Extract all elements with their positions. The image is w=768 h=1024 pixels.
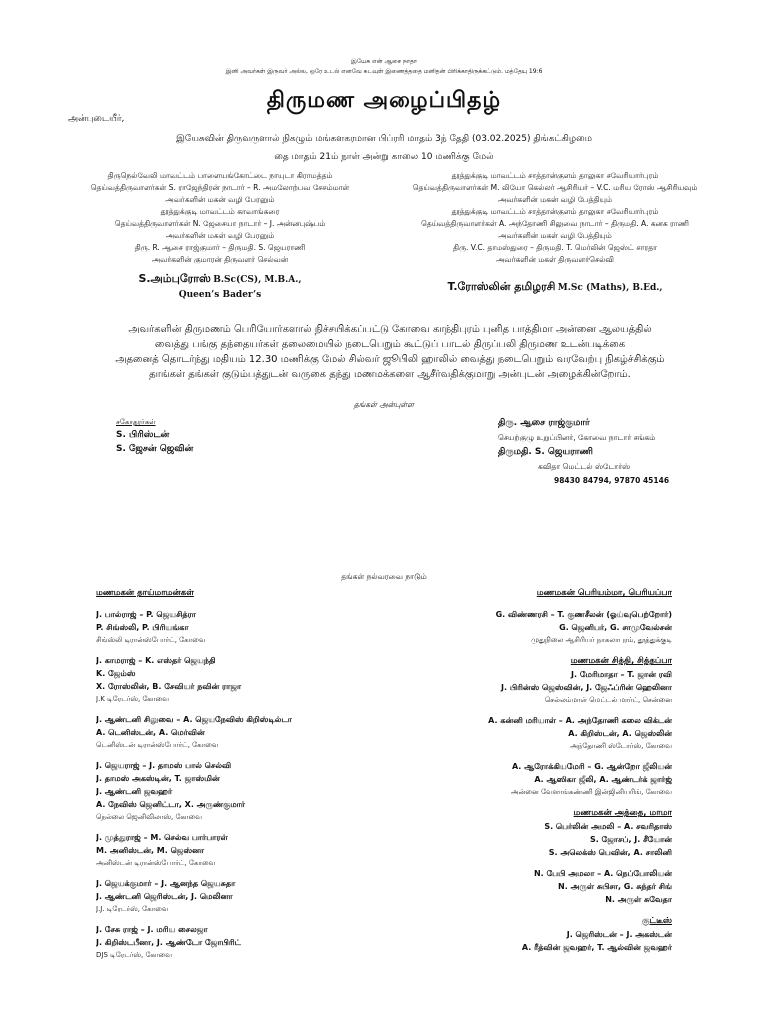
bride-line: அவர்களின் மகன் வழி பேத்தியும் <box>497 195 612 204</box>
host-phone: 98430 84794, 97870 45146 <box>554 476 670 485</box>
section-heading: குட்டீஸ் <box>641 916 672 926</box>
section-heading: மணமகன் அத்தை, மாமா <box>573 808 672 818</box>
family-block <box>390 928 672 954</box>
bride-name: T.ரோஸ்லின் தமிழரசி <box>447 280 556 293</box>
family-names: J. ஜெரிஸ்டன் – J. அகஸ்டன் <box>566 930 672 939</box>
family-place: அனிஸ்டன் டிரான்ஸ்போர்ட், கோவை <box>96 859 216 867</box>
groom-name-row <box>60 270 380 288</box>
family-names: J. ஆண்டனி ஜெரிஸ்டன், J. மெலினா <box>96 892 233 901</box>
family-names: G. விண்ணரசி – T. குணசீலன் (ஓய்வுபெற்றோர்) <box>495 610 672 619</box>
family-block <box>96 654 396 705</box>
left-wellwishers <box>96 586 396 969</box>
family-names: N. பேபி அமலா – A. நெப்போலியன் <box>533 869 672 878</box>
blessing-verse: இனி அவர்கள் இருவர் அல்ல, ஒரே உடல் எனவே கடவுள் இணைத்ததை மனிதன் பிரிக்காதிருக்கட்டும். மத்தேயு 19:6 <box>225 68 543 75</box>
family-block <box>390 714 672 752</box>
bride-line: திரு. V.C. தாமஸ்துரை – திருமதி. T. மெர்லின் ஜெஸ்ட் சாரதா <box>452 243 658 252</box>
family-names: A. கன்னி மரியாள் – A. அந்தோணி கலை விக்டன் <box>488 716 672 725</box>
sibling-name: S. ஜேசன் ஜெவின் <box>116 444 194 454</box>
paragraph-line: அதனைத் தொடர்ந்து மதியம் 12.30 மணிக்கு மேல் சில்வர் ஜூபிலி ஹாலில் வைத்து நடைபெறும் வரவேற்பு நிகழ்ச்சிக்கும் <box>115 354 665 365</box>
bride-family <box>390 170 720 296</box>
family-names: S. பெர்லின் அமலி – A. சவரிதாஸ் <box>544 822 672 831</box>
family-names: K. ஜேம்ஸ் <box>96 669 136 678</box>
paragraph-line: அவர்களின் திருமணம் பெரியோர்களால் நிச்சயிக்கப்பட்டு கோவை காந்திபுரம் புனித பாத்திமா அன்னை ஆலயத்தில் <box>128 324 652 335</box>
bride-line: தெய்வத்திருவாளர்கள் M. லியோ கெல்லர் ஆசிரியர் – V.C. மரிய ரோஸ் ஆசிரியவும் <box>412 183 698 192</box>
family-names: A. கிறிஸ்டன், A. ஜெஸ்லின் <box>568 729 672 738</box>
sign-heading: தங்கள் அன்புள்ள <box>353 400 415 409</box>
host-name-mother: திருமதி. S. ஜெயராணி <box>498 447 593 457</box>
family-names: N. அருள் சுவேதா <box>605 895 672 904</box>
family-names: A. நேவிஸ் ஜெனிட்டா, X. அருண்குமார் <box>96 800 245 809</box>
family-block <box>390 820 672 859</box>
host-role: செயற்குழு உறுப்பினர், கோவை நாடார் சங்கம் <box>498 433 656 442</box>
family-names: J. பிரின்ஸ் ஜெஸ்வின், J. ஜேஃப்ரின் ஹெலினா <box>501 683 672 692</box>
family-names: G. ஜெனிபர், G. சாமுவேல்சன் <box>559 623 672 632</box>
family-place: சிங்ஸ்லி டிரான்ஸ்போர்ட், கோவை <box>96 636 206 644</box>
invitation-paragraph <box>40 322 740 382</box>
bride-line: தூத்துக்குடி மாவட்டம் சாத்தான்குளம் தாலுகா சவேரியார்புரம் <box>451 171 659 180</box>
invite-time-line: தை மாதம் 21ம் நாள் அன்று காலை 10 மணிக்கு மேல் <box>274 152 494 162</box>
family-block <box>96 608 396 646</box>
section-heading: மணமகன் தாய்மாமன்கள் <box>96 588 194 598</box>
family-names: J. காமராஜ் – K. எஸ்தர் ஜெயந்தி <box>96 656 216 665</box>
family-names: J. ஜெயராஜ் – J. தாமஸ் பால் செல்வி <box>96 761 232 770</box>
groom-line: தூத்துக்குடி மாவட்டம் காவாங்கரை <box>160 207 280 216</box>
family-place: அந்தோணி ஸ்டோர்ஸ், கோவை <box>570 742 672 750</box>
section-heading: மணமகன் பெரியம்மா, பெரியப்பா <box>536 588 672 598</box>
host-name-father: திரு. ஆசை ராஜ்குமார் <box>498 418 590 428</box>
family-names: J. ஆண்டனி சிலுவை – A. ஜெயநேவிஸ் கிறிஸ்டில்டா <box>96 715 292 724</box>
section-heading: மணமகன் சித்தி, சித்தப்பா <box>570 656 672 666</box>
family-place: முதுநிலை ஆசிரியர் நாகலாபுரம், தூத்துக்குடி <box>531 636 672 644</box>
family-names: J. தாமஸ் அகஸ்டின், T. ஜாஸ்மின் <box>96 774 220 783</box>
page-title: திருமண அழைப்பிதழ் <box>266 88 502 113</box>
family-place: J.K டிரேடர்ஸ், கோவை <box>96 695 169 703</box>
groom-name: S.அம்புரோஸ் <box>138 272 211 285</box>
family-names: N. அருள் சுபிசா, G. சுந்தர் சிங் <box>558 882 672 891</box>
bride-line: அவர்களின் மகள் வழி பேத்தியும் <box>498 231 612 240</box>
bride-line: தூத்துக்குடி மாவட்டம் சாத்தான்குளம் தாலுகா சவேரியார்புரம் <box>451 207 659 216</box>
wellwishers-heading: தங்கள் நல்வரவை நாடும் <box>341 572 427 581</box>
family-place: அன்னை வேளாங்கண்ணி இன்ஜினியரிங், கோவை <box>510 788 672 796</box>
paragraph-line: தாங்கள் தங்கள் குடும்பத்துடன் வருகை தந்து மணமக்களை ஆசீர்வதிக்குமாறு அன்புடன் அழைக்கின்றோம். <box>149 369 631 380</box>
family-names: A. ரீத்வின் ஜவஹர், T. ஆல்வின் ஜவஹர் <box>521 943 672 952</box>
family-block <box>96 759 396 823</box>
family-names: J. ஜெயக்குமார் – J. ஆனந்த ஜெயசுதா <box>96 879 236 888</box>
bride-line: தெய்வத்திருவாளர்கள் A. அந்தோணி சிலுவை நாடார் – திருமதி. A. கனக ராணி <box>421 219 689 228</box>
family-names: S. அலெக்ஸ் பெவின், A. சாலினி <box>548 848 672 857</box>
family-names: J. ஆண்டனி ஜவஹர் <box>96 787 173 796</box>
siblings-label: சகோதரர்கள் <box>116 418 156 426</box>
bride-name-row <box>390 278 720 296</box>
right-wellwishers <box>390 586 672 962</box>
family-block <box>96 713 396 751</box>
family-block <box>96 923 396 961</box>
siblings <box>116 418 193 455</box>
family-names: J. கிறிஸ்டபீனா, J. ஆண்டோ ஜோபிரிட் <box>96 938 241 947</box>
family-names: S. ஜோசப், J. சீயோன் <box>589 835 672 844</box>
family-names: A. ஆஸிகா ஜீலி, A. ஆண்டர்க் ஜார்ஜ் <box>534 775 672 784</box>
family-names: A. ஆரோக்கியமேரி – G. ஆன்றோ ஜீலியன் <box>511 762 672 771</box>
family-place: டெனிஸ்டன் டிரான்ஸ்போர்ட், கோவை <box>96 741 219 749</box>
invite-date-line: இயேசுவின் திருவருளால் நிகழும் மங்களகரமான பிப்ரரி மாதம் 3ந் தேதி (03.02.2025) திங்கட்கிழமை <box>176 134 592 144</box>
family-block <box>96 831 396 869</box>
family-names: P. சிங்ஸ்லி, P. பிரியங்கா <box>96 623 189 632</box>
groom-line: தெய்வத்திருவாளர்கள் S. ராஜேந்திரன் நாடார் – R. அமலோற்பவ சேசம்மாள் <box>90 183 350 192</box>
family-block <box>390 867 672 906</box>
family-place: செல்லம்மாள் மெட்டல் மார்ட், சென்னை <box>544 696 672 704</box>
bride-line: அவர்களின் மகள் திருவளர்செல்வி <box>496 255 614 264</box>
family-block <box>96 877 396 915</box>
family-block <box>390 760 672 798</box>
paragraph-line: வைத்து பங்கு தந்தையர்கள் தலைமையில் நடைபெறும் கூட்டுப் பாடல் திருப்பலி திருமண உடன்படிக்கை <box>154 339 626 350</box>
bride-qualification: M.Sc (Maths), B.Ed., <box>557 283 663 293</box>
groom-qualification: B.Sc(CS), M.B.A., <box>213 275 302 285</box>
salutation: அன்புடையீர், <box>68 114 125 124</box>
family-names: X. ரோஸ்லின், B. சேவியர் நவின் ராஜா <box>96 682 242 691</box>
family-names: M. அனிஸ்டன், M. ஜெஸ்னா <box>96 846 205 855</box>
host-shop: கவிதா மெட்டல் ஸ்டோர்ஸ் <box>538 462 631 471</box>
family-names: A. டெனிஸ்டன், A. மெர்வின் <box>96 728 205 737</box>
groom-line: தெய்வத்திருவாளர்கள் N. ஜேசையா நாடார் – J. அன்னபுஷ்பம் <box>114 219 326 228</box>
family-place: J.J. டிரேடர்ஸ், கோவை <box>96 905 169 913</box>
family-names: J. பால்ராஜ் – P. ஜெயசித்ரா <box>96 610 196 619</box>
groom-line: அவர்களின் குமாரன் திருவளர் செல்வன் <box>151 255 289 264</box>
groom-work: Queen’s Bader’s <box>178 290 262 300</box>
groom-line: அவர்களின் மகள் வழி பேரனும் <box>165 231 275 240</box>
groom-line: திருநெல்வேலி மாவட்டம் பாளையங்கோட்டை நாயுடா கிராமத்தம் <box>107 171 333 180</box>
family-names: J. மேரிமாதா – T. ஜான் ரவி <box>571 670 672 679</box>
blessing-verse-title: இயேசு என் ஆசை நாதா <box>351 58 417 65</box>
sibling-name: S. பிரிஸ்டன் <box>116 430 170 440</box>
family-block <box>390 608 672 646</box>
family-block <box>390 668 672 706</box>
family-names: J. சேசு ராஜ் – J. மரிய சைலஜா <box>96 925 208 934</box>
host-details <box>498 418 728 485</box>
family-names: J. முத்துராஜ் – M. செல்வ பார்பாரள் <box>96 833 228 842</box>
groom-line: அவர்களின் மகன் வழி பேரனும் <box>165 195 275 204</box>
family-place: DJS டிரேடர்ஸ், கோவை <box>96 951 172 959</box>
family-place: நெல்லை ஜெனிவிலாஸ், கோவை <box>96 813 202 821</box>
groom-family <box>60 170 380 302</box>
groom-line: திரு. R. ஆசை ராஜ்குமார் – திருமதி. S. ஜெயராணி <box>134 243 306 252</box>
